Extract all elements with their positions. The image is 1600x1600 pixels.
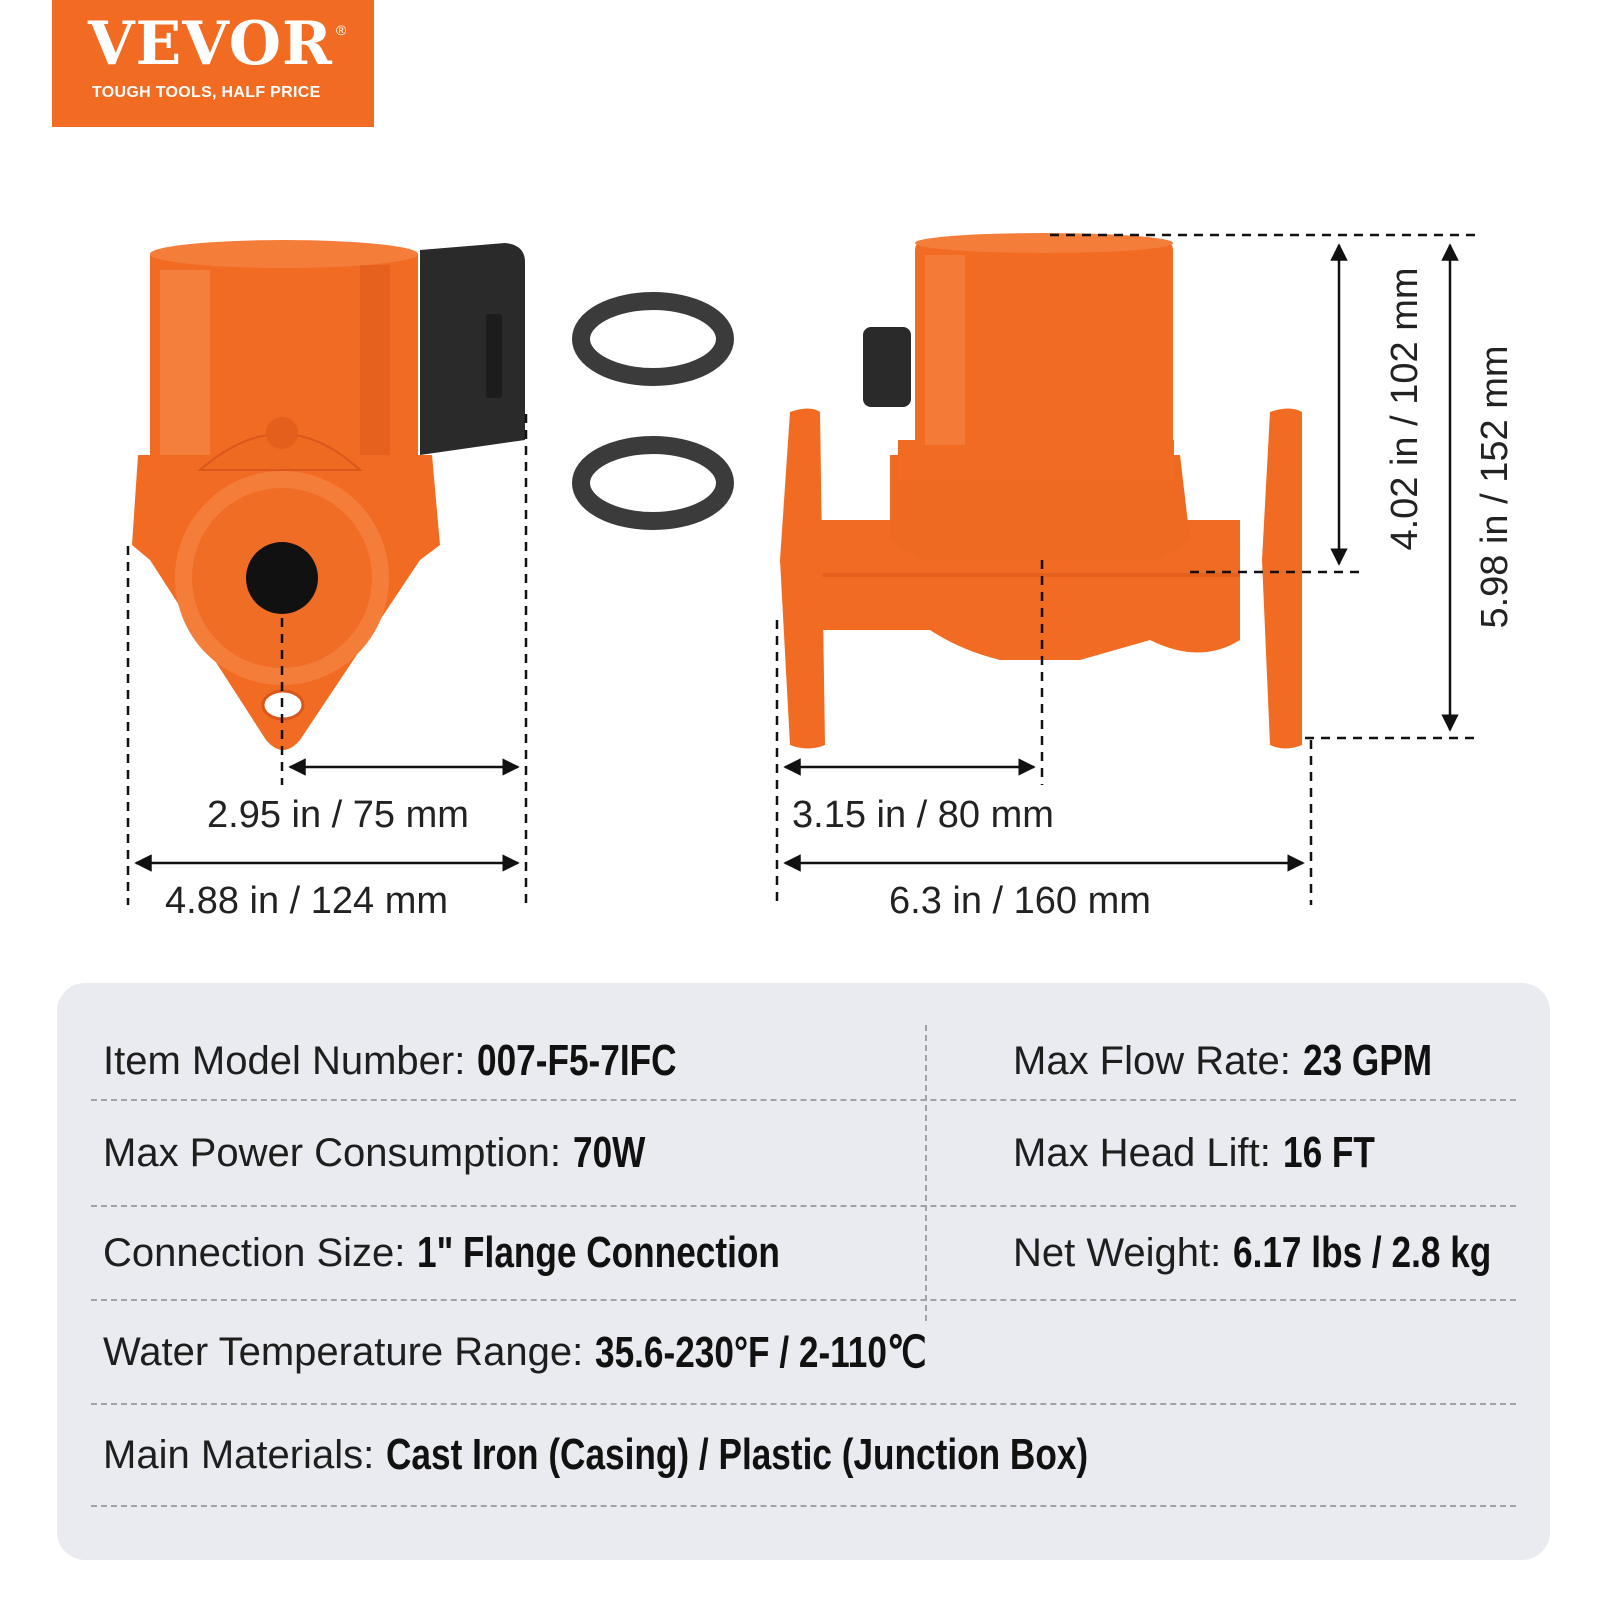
gasket-2 <box>581 445 725 521</box>
dim-side-half-length: 3.15 in / 80 mm <box>792 794 1054 836</box>
spec-materials-label: Main Materials: <box>103 1432 375 1477</box>
specs-panel <box>57 983 1550 1560</box>
pump-side-view <box>780 233 1302 749</box>
pump-front-view <box>132 240 525 750</box>
spec-weight <box>1013 1207 1556 1299</box>
left-flange <box>780 409 825 749</box>
spec-row-1 <box>91 1023 1516 1101</box>
spec-row-5 <box>91 1405 1516 1507</box>
spec-model-value: 007-F5-7IFC <box>477 1036 677 1085</box>
spec-temperature-label: Water Temperature Range: <box>103 1329 584 1374</box>
dim-side-length: 6.3 in / 160 mm <box>889 880 1151 922</box>
brand-tagline: TOUGH TOOLS, HALF PRICE <box>92 84 321 101</box>
gaskets <box>581 301 725 521</box>
junction-box <box>420 243 525 455</box>
spec-connection <box>103 1207 871 1299</box>
spec-materials-value: Cast Iron (Casing) / Plastic (Junction Box) <box>386 1430 1089 1479</box>
spec-connection-value: 1" Flange Connection <box>417 1228 781 1277</box>
spec-row-4 <box>91 1301 1516 1405</box>
dim-side-motor-height: 4.02 in / 102 mm <box>1384 267 1426 551</box>
spec-model-label: Item Model Number: <box>103 1038 466 1083</box>
brand-name: VEVOR <box>88 9 333 79</box>
spec-weight-value: 6.17 lbs / 2.8 kg <box>1233 1228 1492 1277</box>
spec-temperature-value: 35.6-230°F / 2-110℃ <box>595 1327 927 1377</box>
spec-head-label: Max Head Lift: <box>1013 1130 1271 1175</box>
spec-power-label: Max Power Consumption: <box>103 1130 561 1175</box>
spec-temperature <box>103 1301 1010 1403</box>
spec-materials <box>103 1405 1264 1505</box>
spec-head <box>1013 1101 1398 1205</box>
dim-front-width: 4.88 in / 124 mm <box>165 880 449 922</box>
gasket-1 <box>581 301 725 377</box>
spec-model <box>103 1023 727 1099</box>
spec-row-2 <box>91 1101 1516 1207</box>
dim-side-total-height: 5.98 in / 152 mm <box>1474 345 1516 629</box>
spec-flow-label: Max Flow Rate: <box>1013 1038 1291 1083</box>
spec-flow-value: 23 GPM <box>1302 1036 1432 1085</box>
spec-head-value: 16 FT <box>1282 1128 1375 1177</box>
spec-row-3 <box>91 1207 1516 1301</box>
spec-power-value: 70W <box>572 1128 646 1177</box>
registered-mark: ® <box>336 22 347 38</box>
junction-box-side <box>863 327 911 407</box>
dim-front-half-width: 2.95 in / 75 mm <box>207 794 469 836</box>
spec-connection-label: Connection Size: <box>103 1230 406 1275</box>
spec-flow <box>1013 1023 1464 1099</box>
spec-weight-label: Net Weight: <box>1013 1230 1222 1275</box>
right-flange <box>1262 409 1302 749</box>
spec-power <box>103 1101 663 1205</box>
